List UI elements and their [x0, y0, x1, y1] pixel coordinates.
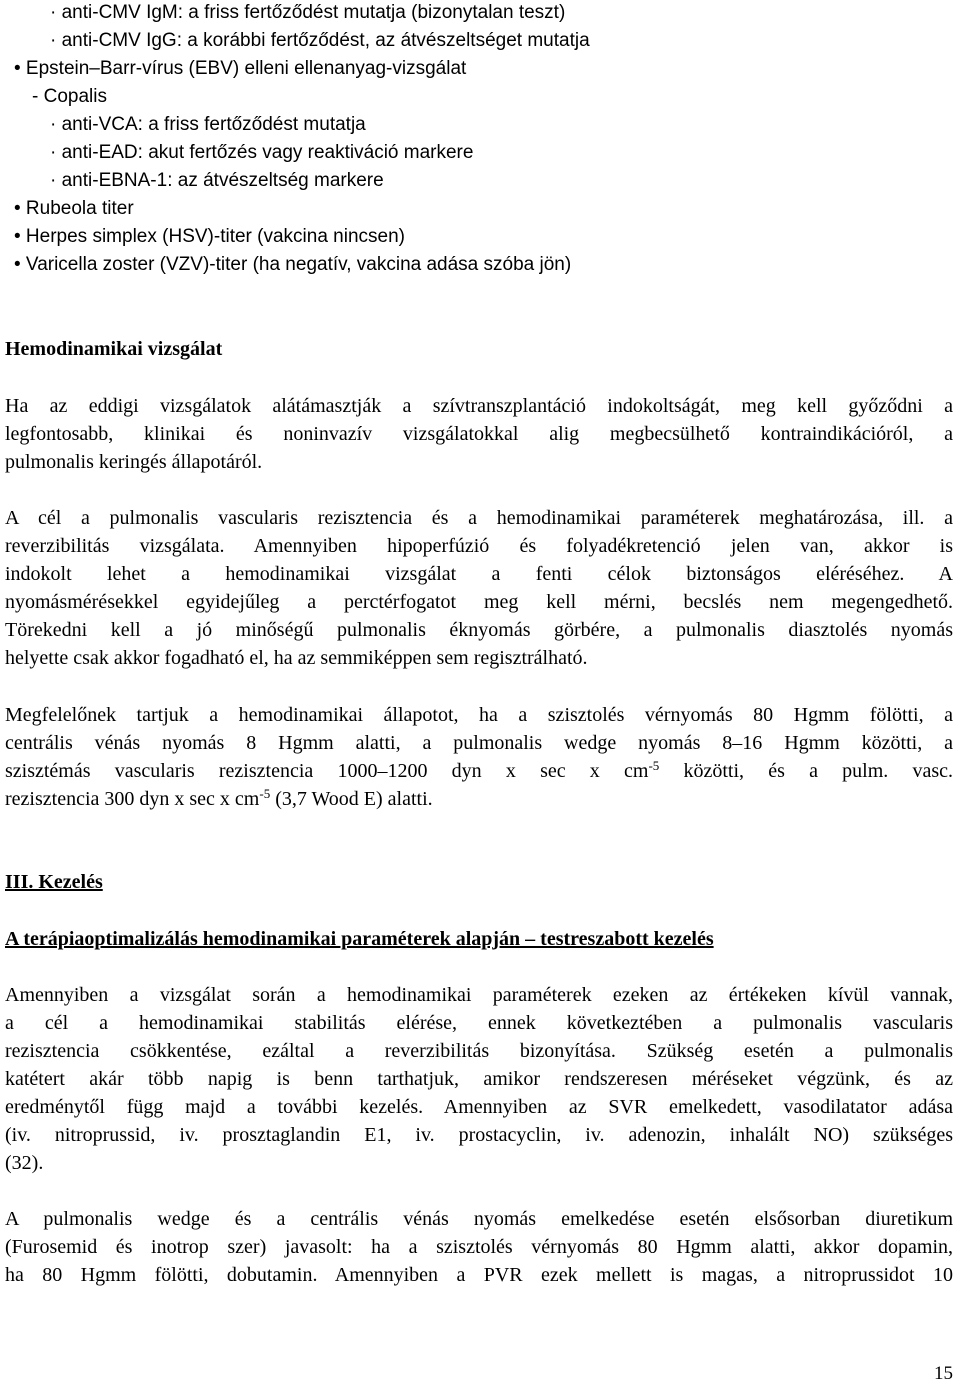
text-segment: rezisztencia 300 dyn x sec x cm — [5, 788, 260, 810]
paragraph-line: a cél a hemodinamikai stabilitás elérése, ennek következtében a pulmonalis vascularis — [5, 1012, 953, 1034]
paragraph-line: Törekedni kell a jó minőségű pulmonalis éknyomás görbére, a pulmonalis diasztolés nyomás — [5, 619, 953, 641]
list-item: • Epstein–Barr-vírus (EBV) elleni ellenanyag-vizsgálat — [14, 58, 467, 79]
list-item: · anti-CMV IgM: a friss fertőződést mutatja (bizonytalan teszt) — [50, 2, 566, 23]
paragraph-line: A pulmonalis wedge és a centrális vénás nyomás emelkedése esetén elsősorban diuretikum — [5, 1208, 953, 1230]
paragraph-line — [5, 786, 433, 810]
paragraph-line: indokolt lehet a hemodinamikai vizsgálat a fenti célok biztonságos eléréséhez. A — [5, 563, 953, 585]
paragraph-line: Megfelelőnek tartjuk a hemodinamikai állapotot, ha a szisztolés vérnyomás 80 Hgmm fölötti, a — [5, 704, 953, 726]
paragraph-line: eredménytől függ majd a további kezelés. Amennyiben az SVR emelkedett, vasodilatator adása — [5, 1096, 953, 1118]
paragraph-line: nyomásmérésekkel egyidejűleg a perctérfogatot meg kell mérni, becslés nem megengedhető. — [5, 591, 953, 613]
list-item: • Herpes simplex (HSV)-titer (vakcina nincsen) — [14, 226, 405, 247]
chapter-subtitle: A terápiaoptimalizálás hemodinamikai paraméterek alapján – testreszabott kezelés — [5, 928, 714, 950]
paragraph-line: ha 80 Hgmm fölötti, dobutamin. Amennyiben a PVR ezek mellett is magas, a nitroprussidot 10 — [5, 1264, 953, 1286]
paragraph-line — [5, 758, 954, 782]
paragraph-line: katétert akár több napig is benn tarthatjuk, amikor rendszeresen méréseket végzünk, és az — [5, 1068, 953, 1090]
list-item: • Varicella zoster (VZV)-titer (ha negatív, vakcina adása szóba jön) — [14, 254, 572, 275]
text-segment: szisztémás vascularis rezisztencia 1000–1200 dyn x sec x cm — [5, 760, 649, 782]
paragraph-line: rezisztencia csökkentése, ezáltal a reverzibilitás bizonyítása. Szükség esetén a pulmonalis — [5, 1040, 953, 1062]
chapter-title: III. Kezelés — [5, 871, 103, 893]
paragraph-line: helyette csak akkor fogadható el, ha az semmiképpen sem regisztrálható. — [5, 647, 588, 669]
list-item: · anti-EAD: akut fertőzés vagy reaktiváció markere — [50, 142, 474, 163]
paragraph-line: Amennyiben a vizsgálat során a hemodinamikai paraméterek ezeken az értékeken kívül vannak, — [5, 984, 953, 1006]
paragraph-line: reverzibilitás vizsgálata. Amennyiben hipoperfúzió és folyadékretenció jelen van, akkor is — [5, 535, 953, 557]
superscript: -5 — [259, 786, 271, 801]
section-heading: Hemodinamikai vizsgálat — [5, 338, 223, 360]
superscript: -5 — [648, 758, 660, 773]
paragraph-line: centrális vénás nyomás 8 Hgmm alatti, a pulmonalis wedge nyomás 8–16 Hgmm közötti, a — [5, 732, 953, 754]
list-item: · anti-CMV IgG: a korábbi fertőződést, az átvészeltséget mutatja — [50, 30, 590, 51]
text-segment: (3,7 Wood E) alatti. — [270, 788, 433, 810]
paragraph-line: (32). — [5, 1152, 44, 1174]
text-segment: közötti, és a pulm. vasc. — [659, 760, 954, 782]
list-item: - Copalis — [32, 86, 107, 107]
list-item: • Rubeola titer — [14, 198, 134, 219]
paragraph-line: legfontosabb, klinikai és noninvazív vizsgálatokkal alig megbecsülhető kontraindikációról, a — [5, 423, 953, 445]
paragraph-line: pulmonalis keringés állapotáról. — [5, 451, 263, 473]
page-number: 15 — [934, 1363, 953, 1384]
list-item: · anti-VCA: a friss fertőződést mutatja — [50, 114, 366, 135]
paragraph-line: (Furosemid és inotrop szer) javasolt: ha a szisztolés vérnyomás 80 Hgmm alatti, akkor dopamin, — [5, 1236, 953, 1258]
paragraph-line: A cél a pulmonalis vascularis rezisztencia és a hemodinamikai paraméterek meghatározása, ill. a — [5, 507, 953, 529]
paragraph-line: (iv. nitroprussid, iv. prosztaglandin E1, iv. prostacyclin, iv. adenozin, inhalált NO) szükséges — [5, 1124, 953, 1146]
paragraph-line: Ha az eddigi vizsgálatok alátámasztják a szívtranszplantáció indokoltságát, meg kell győződni a — [5, 395, 953, 417]
list-item: · anti-EBNA-1: az átvészeltség markere — [50, 170, 384, 191]
